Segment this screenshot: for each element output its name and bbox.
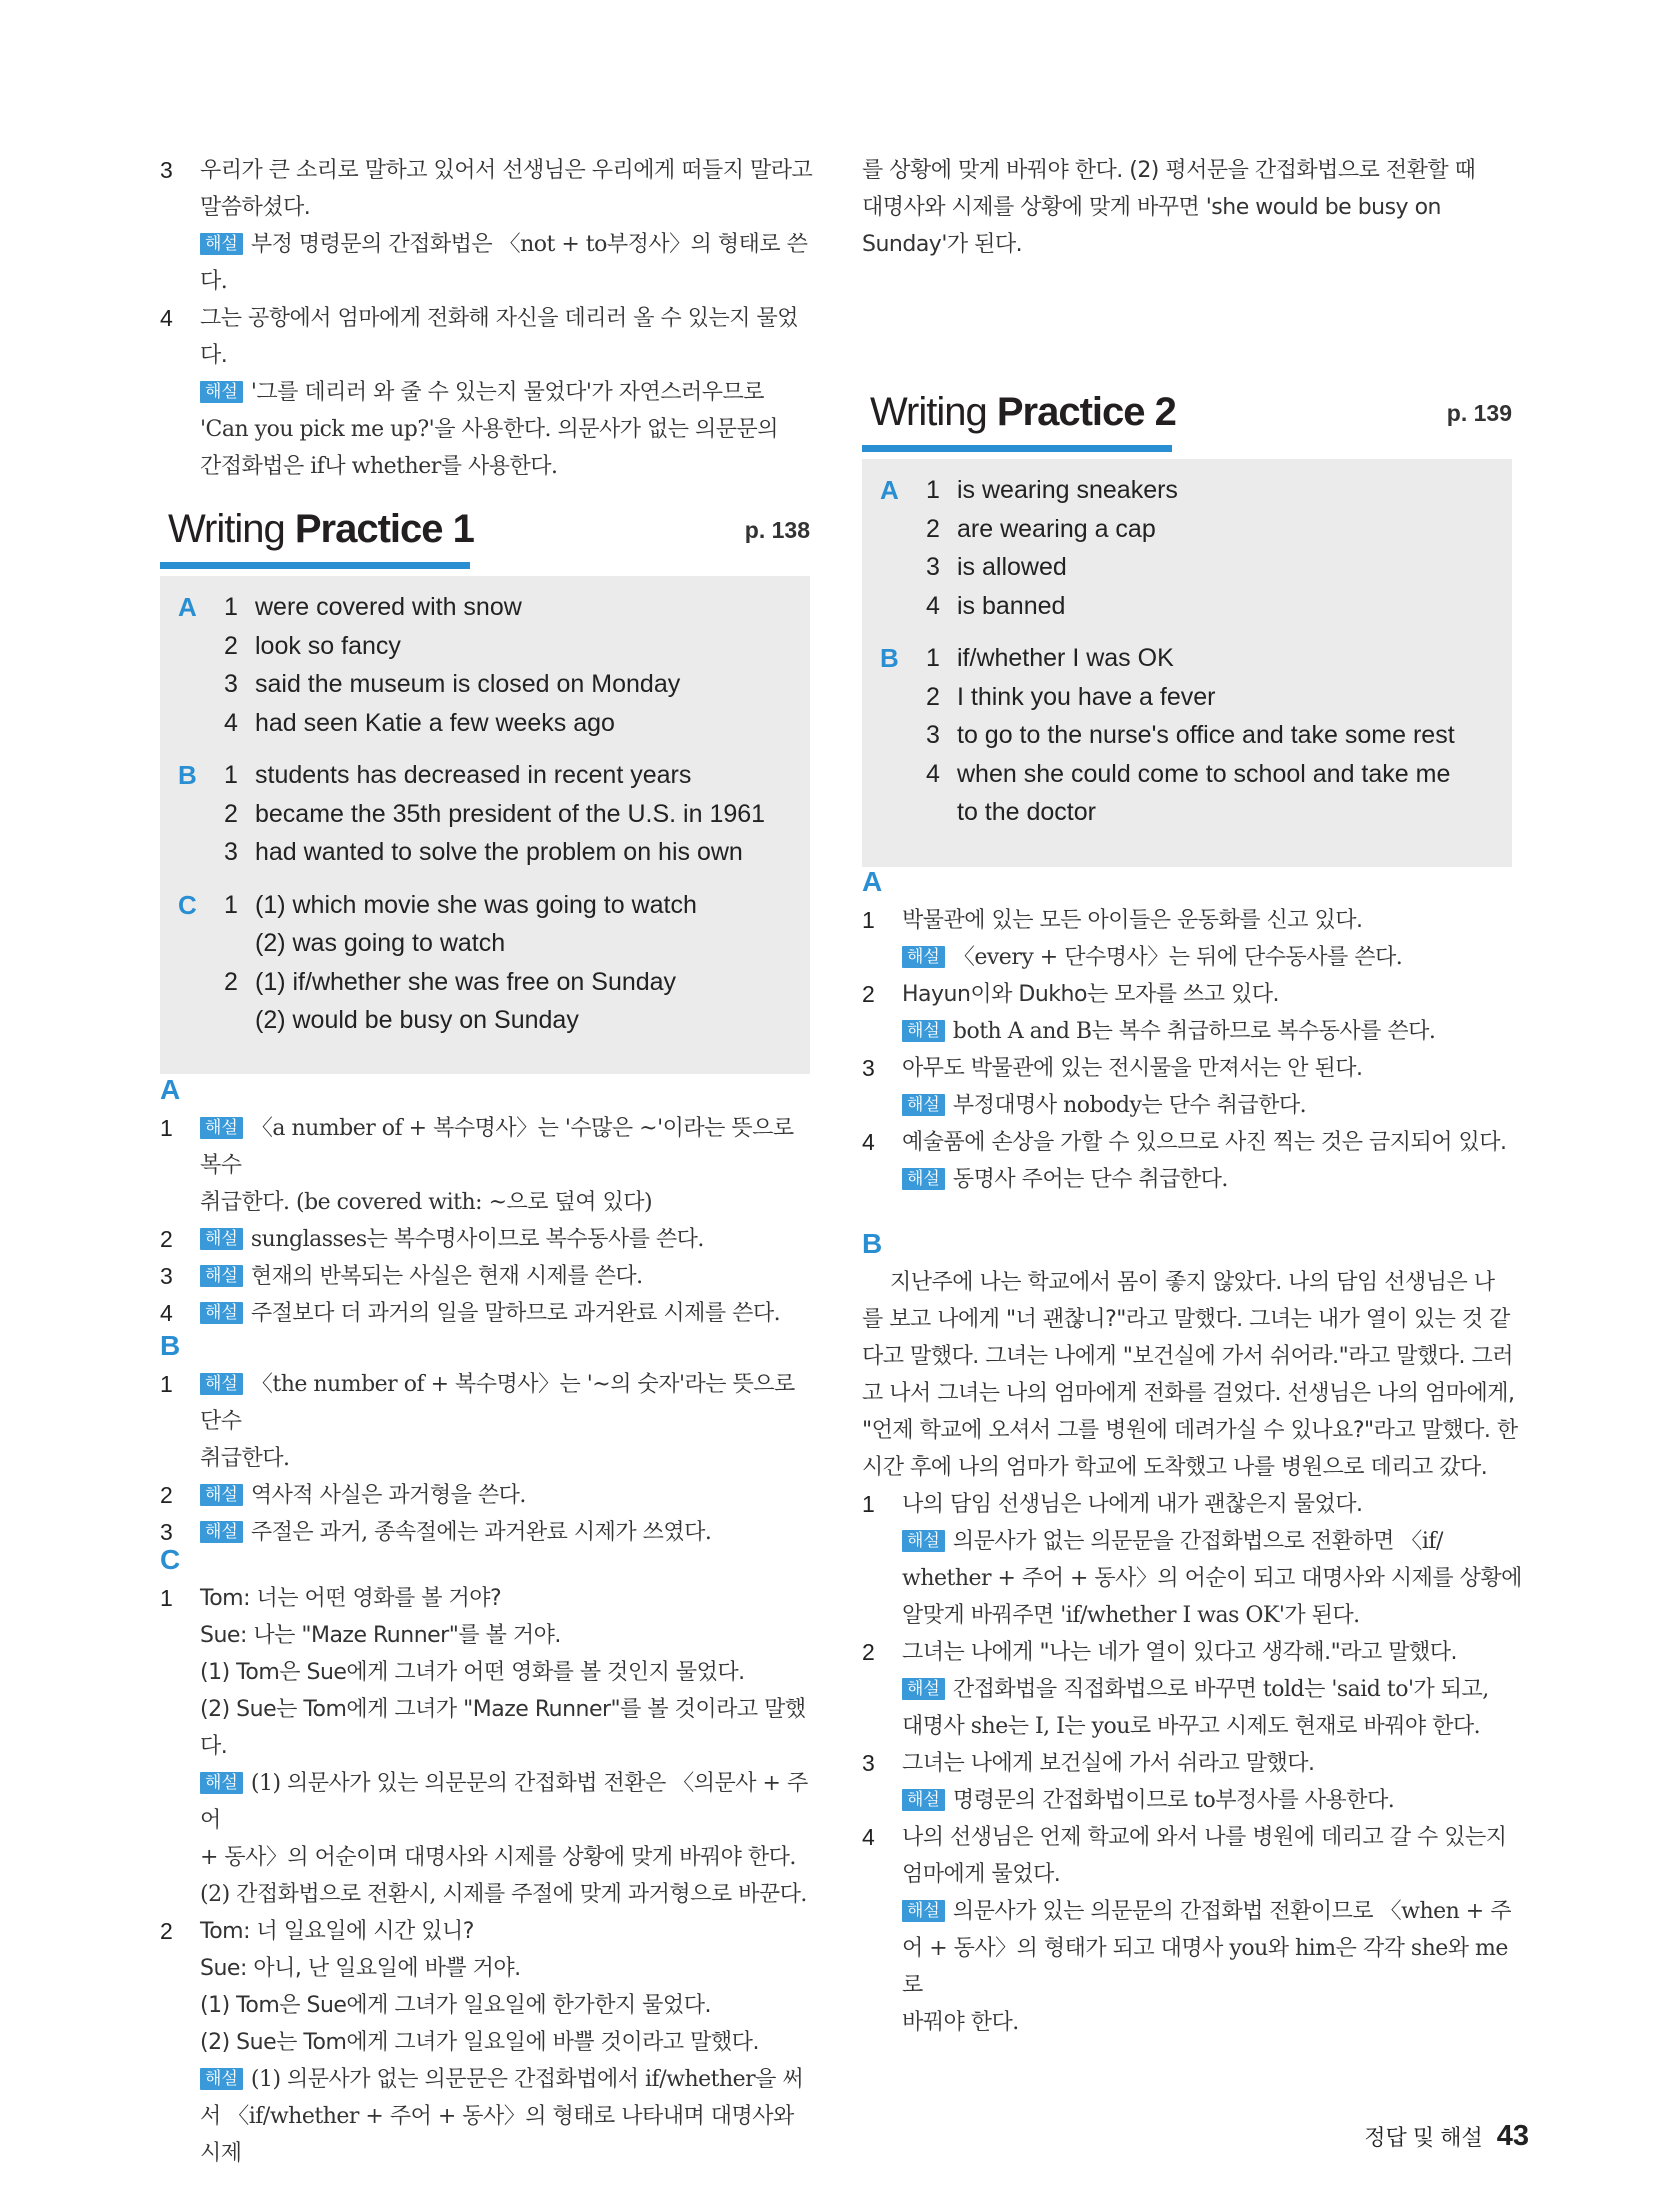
item-number: 1 (862, 907, 875, 933)
explanation-line (902, 1087, 1522, 1124)
answer-number: 1 (224, 761, 238, 789)
answer-row (160, 963, 810, 1002)
answer-text: became the 35th president of the U.S. in 1961 (255, 799, 766, 828)
explanation-item (862, 1124, 1522, 1198)
explanation-line (902, 1161, 1522, 1198)
explanation-tag: 해설 (902, 1789, 945, 1811)
answer-box-2 (862, 459, 1512, 867)
explanation-line (902, 2004, 1522, 2041)
answer-text: look so fancy (255, 631, 401, 660)
answer-number: 3 (926, 553, 940, 581)
page-reference: p. 139 (1446, 400, 1512, 426)
answer-group-letter: B (880, 643, 899, 673)
answer-group (160, 588, 810, 742)
explanation-item (862, 1745, 1522, 1819)
explanation-line (902, 939, 1522, 976)
answer-group (862, 471, 1512, 625)
answer-group (160, 886, 810, 1040)
explanation-text: 명령문의 간접화법이므로 to부정사를 사용한다. (952, 1788, 1395, 1813)
item-text-line: 말씀하셨다. (200, 195, 311, 220)
explanation-text: 어 + 동사〉의 형태가 되고 대명사 you와 him은 각각 she와 me로 (902, 1936, 1508, 1998)
answer-row (160, 665, 810, 704)
answer-row (160, 756, 810, 795)
answer-row (862, 510, 1512, 549)
item-text-line: (2) Sue는 Tom에게 그녀가 일요일에 바쁠 것이라고 말했다. (200, 2030, 759, 2055)
answer-number: 3 (224, 670, 238, 698)
explanation-line (200, 2061, 820, 2098)
explanation-text: both A and B는 복수 취급하므로 복수동사를 쓴다. (952, 1019, 1436, 1044)
explanation-text: 간접화법을 직접화법으로 바꾸면 told는 'said to'가 되고, (952, 1677, 1489, 1702)
explanation-line (902, 1671, 1522, 1708)
answer-row (160, 795, 810, 834)
item-number: 3 (862, 1055, 875, 1081)
explanation-tag: 해설 (200, 1521, 243, 1543)
explanation-text: 바꿔야 한다. (902, 2010, 1019, 2035)
answer-number: 2 (224, 799, 238, 828)
explanation-text: 대명사 she는 I, I는 you로 바꾸고 시제도 현재로 바꿔야 한다. (902, 1714, 1481, 1739)
answer-row (862, 793, 1512, 832)
explanation-tag: 해설 (902, 1094, 945, 1116)
writing-practice-1-title: Writing Practice 1 (168, 507, 474, 551)
section-letter: B (160, 1330, 181, 1361)
explanation-item (862, 1819, 1522, 2041)
explanation-tag: 해설 (200, 1302, 243, 1324)
answer-number: 1 (224, 593, 238, 621)
explanation-item (160, 1221, 820, 1258)
answer-text: (1) if/whether she was free on Sunday (255, 967, 677, 996)
item-text-line: 엄마에게 물었다. (902, 1862, 1061, 1887)
answer-number: 1 (926, 476, 940, 504)
explanation-line (902, 1708, 1522, 1745)
item-number: 1 (862, 1491, 875, 1517)
answer-row (160, 886, 810, 925)
answer-text: are wearing a cap (957, 514, 1156, 543)
explanation-text: 'Can you pick me up?'을 사용한다. 의문사가 없는 의문문의 (200, 417, 778, 442)
explanation-text: 부정 명령문의 간접화법은 〈not + to부정사〉의 형태로 쓴다. (200, 232, 808, 294)
item-text-line: 그녀는 나에게 보건실에 가서 쉬라고 말했다. (902, 1751, 1315, 1776)
explanation-tag: 해설 (200, 1772, 243, 1794)
item-text-line: Tom: 너는 어떤 영화를 볼 거야? (200, 1586, 502, 1611)
explanation-line (200, 1221, 820, 1258)
item-number: 2 (862, 1639, 875, 1665)
answer-row (862, 587, 1512, 626)
item-number: 2 (160, 1482, 173, 1508)
item-text-line: 나의 담임 선생님은 나에게 내가 괜찮은지 물었다. (902, 1492, 1363, 1517)
explanation-item (160, 1258, 820, 1295)
explanation-text: 취급한다. (be covered with: ~으로 덮여 있다) (200, 1190, 653, 1215)
explanation-tag: 해설 (902, 1530, 945, 1552)
answer-group-letter: A (880, 475, 899, 505)
explanation-tag: 해설 (902, 946, 945, 968)
item-text-line: Sue: 나는 "Maze Runner"를 볼 거야. (200, 1623, 561, 1648)
item-text-line: Sue: 아니, 난 일요일에 바쁠 거야. (200, 1956, 521, 1981)
item-text-line: 그녀는 나에게 "나는 네가 열이 있다고 생각해."라고 말했다. (902, 1640, 1457, 1665)
passage-line: 다고 말했다. 그녀는 나에게 "보건실에 가서 쉬어라."라고 말했다. 그러 (862, 1344, 1513, 1369)
explanation-line (200, 1839, 820, 1876)
right-top-text (862, 152, 1522, 263)
item-number: 4 (160, 1300, 173, 1326)
item-number: 3 (862, 1750, 875, 1776)
answer-number: 4 (926, 759, 940, 788)
explanation-line (200, 448, 820, 485)
explanation-text: sunglasses는 복수명사이므로 복수동사를 쓴다. (250, 1227, 704, 1252)
answer-text: when she could come to school and take me (957, 759, 1451, 788)
title-underline (160, 562, 470, 569)
left-section-b (160, 1326, 820, 1551)
answer-text: is wearing sneakers (957, 476, 1178, 504)
item-number: 1 (160, 1585, 173, 1611)
explanation-item (862, 976, 1522, 1050)
page-reference: p. 138 (744, 517, 810, 543)
section-letter: A (160, 1074, 181, 1105)
answer-row (160, 833, 810, 872)
title-underline (862, 445, 1172, 452)
answer-text: I think you have a fever (957, 682, 1216, 711)
answer-group-letter: B (178, 760, 197, 790)
writing-practice-2-header (862, 388, 1512, 452)
explanation-text: (2) 간접화법으로 전환시, 시제를 주절에 맞게 과거형으로 바꾼다. (200, 1882, 807, 1907)
right-section-b (862, 1224, 1522, 2041)
item-text-line: Tom: 너 일요일에 시간 있니? (200, 1919, 474, 1944)
item-number: 4 (160, 305, 173, 331)
item-text-line: 그는 공항에서 엄마에게 전화해 자신을 데리러 올 수 있는지 물었다. (200, 306, 798, 368)
explanation-tag: 해설 (200, 381, 243, 403)
explanation-text: 주절보다 더 과거의 일을 말하므로 과거완료 시제를 쓴다. (250, 1301, 781, 1326)
explanation-tag: 해설 (200, 1228, 243, 1250)
item-number: 4 (862, 1824, 875, 1850)
explanation-tag: 해설 (200, 1484, 243, 1506)
explanation-item (160, 1110, 820, 1221)
page-number: 43 (1496, 2120, 1529, 2152)
answer-row (862, 639, 1512, 678)
explanation-item (160, 1477, 820, 1514)
answer-row (862, 678, 1512, 717)
explanation-tag: 해설 (902, 1168, 945, 1190)
answer-text: is banned (957, 591, 1066, 620)
answer-number: 4 (224, 708, 238, 737)
explanation-tag: 해설 (902, 1020, 945, 1042)
explanation-text: 역사적 사실은 과거형을 쓴다. (250, 1483, 526, 1508)
explanation-line (200, 1876, 820, 1913)
answer-text: said the museum is closed on Monday (255, 670, 681, 698)
explanation-line (902, 1893, 1522, 1930)
answer-row (862, 548, 1512, 587)
answer-number: 2 (926, 514, 940, 543)
explanation-line (902, 1597, 1522, 1634)
answer-number: 2 (224, 967, 238, 996)
answer-text: (1) which movie she was going to watch (255, 890, 697, 919)
explanation-text: 알맞게 바꿔주면 'if/whether I was OK'가 된다. (902, 1603, 1360, 1628)
item-number: 1 (160, 1371, 173, 1397)
answer-text: students has decreased in recent years (255, 761, 692, 789)
item-text-line: (1) Tom은 Sue에게 그녀가 일요일에 한가한지 물었다. (200, 1993, 711, 2018)
item-number: 2 (862, 981, 875, 1007)
item-text-line: 예술품에 손상을 가할 수 있으므로 사진 찍는 것은 금지되어 있다. (902, 1130, 1507, 1155)
explanation-line (200, 411, 820, 448)
item-text-line: 우리가 큰 소리로 말하고 있어서 선생님은 우리에게 떠들지 말라고 (200, 158, 813, 183)
answer-text: (2) was going to watch (255, 929, 506, 957)
explanation-text: 동명사 주어는 단수 취급한다. (952, 1167, 1228, 1192)
explanation-text: + 동사〉의 어순이며 대명사와 시제를 상황에 맞게 바꿔야 한다. (200, 1845, 796, 1870)
explanation-text: 주절은 과거, 종속절에는 과거완료 시제가 쓰였다. (250, 1520, 712, 1545)
item-text-line: 나의 선생님은 언제 학교에 와서 나를 병원에 데리고 갈 수 있는지 (902, 1825, 1507, 1850)
answer-text: to go to the nurse's office and take some rest (957, 721, 1455, 749)
answer-text: were covered with snow (255, 593, 522, 621)
explanation-tag: 해설 (200, 1117, 243, 1139)
explanation-line (902, 1523, 1522, 1560)
answer-row (862, 755, 1512, 794)
passage-line: 고 나서 그녀는 나의 엄마에게 전화를 걸었다. 선생님은 나의 엄마에게, (862, 1381, 1515, 1406)
item-number: 3 (160, 157, 173, 183)
item-number: 2 (160, 1226, 173, 1252)
section-letter: A (862, 866, 883, 897)
answer-number: 2 (926, 682, 940, 711)
answer-row (160, 1001, 810, 1040)
explanation-text: 현재의 반복되는 사실은 현재 시제를 쓴다. (250, 1264, 643, 1289)
explanation-text: (1) 의문사가 없는 의문문은 간접화법에서 if/whether을 써 (250, 2067, 804, 2092)
explanation-tag: 해설 (200, 2068, 243, 2090)
explanation-text: 의문사가 있는 의문문의 간접화법 전환이므로 〈when + 주 (952, 1899, 1511, 1924)
item-number: 1 (160, 1115, 173, 1141)
answer-row (160, 924, 810, 963)
explanation-tag: 해설 (200, 1265, 243, 1287)
explanation-text: whether + 주어 + 동사〉의 어순이 되고 대명사와 시제를 상황에 (902, 1566, 1522, 1591)
explanation-text: 부정대명사 nobody는 단수 취급한다. (952, 1093, 1307, 1118)
answer-row (160, 627, 810, 666)
answer-number: 3 (926, 721, 940, 749)
explanation-line (200, 1765, 820, 1839)
explanation-line (200, 226, 820, 300)
explanation-tag: 해설 (200, 233, 243, 255)
answer-number: 1 (926, 644, 940, 672)
answer-text: is allowed (957, 553, 1067, 581)
explanation-text: 간접화법은 if나 whether를 사용한다. (200, 454, 558, 479)
explanation-line (200, 2098, 820, 2172)
answer-row (160, 588, 810, 627)
passage-line: 시간 후에 나의 엄마가 학교에 도착했고 나를 병원으로 데리고 갔다. (862, 1455, 1488, 1480)
answer-number: 4 (926, 591, 940, 620)
explanation-tag: 해설 (902, 1678, 945, 1700)
continued-text-line: 를 상황에 맞게 바꿔야 한다. (2) 평서문을 간접화법으로 전환할 때 (862, 158, 1476, 183)
explanation-text: 의문사가 없는 의문문을 간접화법으로 전환하면 〈if/ (952, 1529, 1443, 1554)
continued-text-line: Sunday'가 된다. (862, 232, 1023, 257)
answer-row (862, 471, 1512, 510)
explanation-tag: 해설 (902, 1900, 945, 1922)
passage-line: "언제 학교에 오셔서 그를 병원에 데려가실 수 있나요?"라고 말했다. 한 (862, 1418, 1518, 1443)
passage-line: 지난주에 나는 학교에서 몸이 좋지 않았다. 나의 담임 선생님은 나 (890, 1270, 1495, 1295)
page-footer (1364, 2120, 1529, 2153)
section-letter: C (160, 1544, 181, 1575)
answer-group (862, 639, 1512, 832)
explanation-line (902, 1560, 1522, 1597)
right-section-a (862, 862, 1522, 1198)
item-text-line: (1) Tom은 Sue에게 그녀가 어떤 영화를 볼 것인지 물었다. (200, 1660, 745, 1685)
explanation-item (160, 1580, 820, 1913)
explanation-text: 〈a number of + 복수명사〉는 '수많은 ~'이라는 뜻으로 복수 (200, 1116, 794, 1178)
explanation-line (902, 1930, 1522, 2004)
left-top-items (160, 152, 820, 485)
item-text-line: 박물관에 있는 모든 아이들은 운동화를 신고 있다. (902, 908, 1363, 933)
item-text-line: (2) Sue는 Tom에게 그녀가 "Maze Runner"를 볼 것이라고 말했다. (200, 1697, 806, 1759)
answer-row (862, 716, 1512, 755)
answer-group-letter: A (178, 592, 197, 622)
answer-text: if/whether I was OK (957, 644, 1174, 672)
item-number: 4 (862, 1129, 875, 1155)
explanation-text: '그를 데리러 와 줄 수 있는지 물었다'가 자연스러우므로 (250, 380, 764, 405)
explanation-text: 취급한다. (200, 1446, 290, 1471)
explanation-line (902, 1013, 1522, 1050)
explanation-item (160, 1366, 820, 1477)
left-section-c (160, 1540, 820, 2172)
explanation-tag: 해설 (200, 1373, 243, 1395)
explanation-line (200, 1477, 820, 1514)
explanation-item (862, 902, 1522, 976)
explanation-text: (1) 의문사가 있는 의문문의 간접화법 전환은 〈의문사 + 주어 (200, 1771, 808, 1833)
answer-text: had seen Katie a few weeks ago (255, 708, 615, 737)
continued-text-line: 대명사와 시제를 상황에 맞게 바꾸면 'she would be busy on (862, 195, 1441, 220)
answer-number: 1 (224, 890, 238, 919)
answer-row (160, 704, 810, 743)
explanation-item (160, 1913, 820, 2172)
answer-number: 3 (224, 838, 238, 866)
writing-practice-2-title: Writing Practice 2 (870, 390, 1176, 434)
explanation-item (862, 1634, 1522, 1745)
explanation-line (200, 1366, 820, 1440)
item-number: 2 (160, 1918, 173, 1944)
explanation-line (200, 1440, 820, 1477)
explanation-item (160, 300, 820, 485)
answer-text: had wanted to solve the problem on his own (255, 838, 743, 866)
explanation-text: 서 〈if/whether + 주어 + 동사〉의 형태로 나타내며 대명사와 시제 (200, 2104, 794, 2166)
item-text-line: 아무도 박물관에 있는 전시물을 만져서는 안 된다. (902, 1056, 1363, 1081)
section-letter: B (862, 1228, 883, 1259)
explanation-item (862, 1486, 1522, 1634)
explanation-item (160, 152, 820, 300)
item-text-line: Hayun이와 Dukho는 모자를 쓰고 있다. (902, 982, 1279, 1007)
item-number: 3 (160, 1519, 173, 1545)
answer-text: (2) would be busy on Sunday (255, 1006, 579, 1034)
explanation-text: 〈every + 단수명사〉는 뒤에 단수동사를 쓴다. (952, 945, 1403, 970)
item-number: 3 (160, 1263, 173, 1289)
answer-box-1 (160, 576, 810, 1074)
answer-number: 2 (224, 631, 238, 660)
answer-group-letter: C (178, 889, 197, 920)
writing-practice-1-header (160, 505, 810, 569)
left-section-a (160, 1070, 820, 1332)
explanation-line (200, 374, 820, 411)
explanation-line (200, 1258, 820, 1295)
explanation-text: 〈the number of + 복수명사〉는 '~의 숫자'라는 뜻으로 단수 (200, 1372, 795, 1434)
footer-label: 정답 및 해설 (1364, 2125, 1483, 2150)
passage-line: 를 보고 나에게 "너 괜찮니?"라고 말했다. 그녀는 내가 열이 있는 것 같 (862, 1307, 1510, 1332)
explanation-line (200, 1110, 820, 1184)
answer-group (160, 756, 810, 872)
explanation-item (862, 1050, 1522, 1124)
answer-text: to the doctor (957, 798, 1096, 826)
explanation-line (902, 1782, 1522, 1819)
explanation-line (200, 1184, 820, 1221)
